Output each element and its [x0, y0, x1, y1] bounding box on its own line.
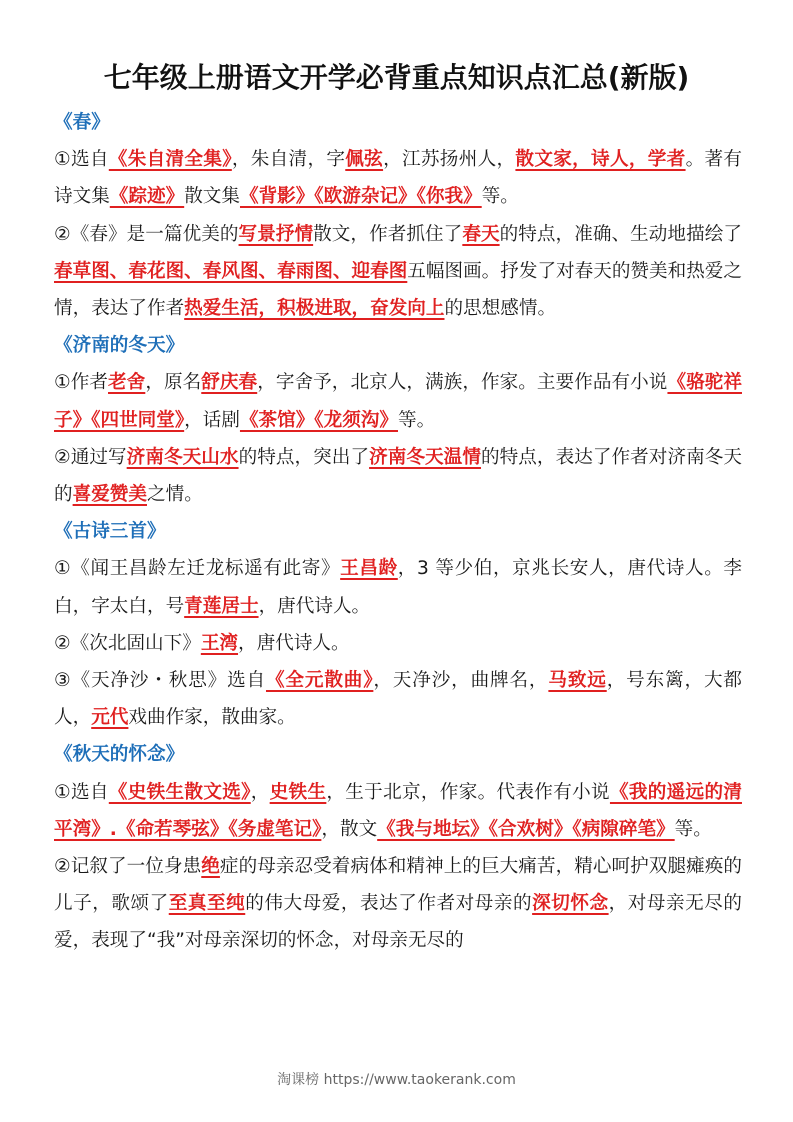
- key-point: 《我与地坛》《合欢树》《病隙碎笔》: [377, 818, 675, 840]
- paragraph: [54, 625, 742, 662]
- document-body: [54, 104, 742, 960]
- key-point: 《史铁生散文选》: [108, 781, 251, 803]
- key-point: 青莲居士: [184, 595, 259, 617]
- text-run: 等。: [481, 186, 519, 208]
- text-run: ，话剧: [184, 409, 240, 431]
- text-run: ，江苏扬州人，: [383, 149, 516, 171]
- text-run: 散文，作者抓住了: [313, 223, 463, 245]
- key-point: 至真至纯: [168, 893, 246, 915]
- page-footer: 淘课榜 https://www.taokerank.com: [277, 1072, 516, 1088]
- text-run: ，散文: [321, 818, 378, 840]
- key-point: 济南冬天温情: [369, 446, 481, 468]
- key-point: 史铁生: [269, 781, 327, 803]
- text-run: 的思想感情。: [444, 298, 557, 320]
- key-point: 绝: [201, 856, 220, 878]
- key-point: 《全元散曲》: [265, 670, 374, 692]
- text-run: ，对母亲无尽的爱，表现了“我”对母亲深切的怀念，对母亲无尽的: [54, 893, 742, 952]
- text-run: 症的母亲忍受着病体和精神上的巨大痛苦，精心呵护双腿瘫痪的儿子，歌颂了: [54, 856, 742, 915]
- text-run: 的特点，突出了: [238, 446, 370, 468]
- paragraph: [54, 141, 742, 215]
- key-point: 老舍: [108, 372, 146, 394]
- paragraph: [54, 662, 742, 736]
- paragraph: [54, 848, 742, 960]
- section-heading: 《春》: [54, 112, 110, 133]
- text-run: ，朱自清，字: [231, 149, 346, 171]
- key-point: 春草图、春花图、春风图、春雨图、迎春图: [54, 260, 408, 282]
- key-point: 济南冬天山水: [126, 446, 239, 468]
- key-point: 《骆驼祥子》《四世同堂》: [54, 372, 742, 431]
- text-run: ，天净沙，曲牌名，: [373, 670, 549, 692]
- text-run: ，唐代诗人。: [258, 595, 371, 617]
- section-heading: 《济南的冬天》: [54, 335, 185, 357]
- text-run: 之情。: [147, 484, 203, 506]
- key-point: 《背影》《欧游杂记》《你我》: [239, 186, 482, 208]
- key-point: 喜爱赞美: [72, 484, 147, 506]
- key-point: 舒庆春: [201, 372, 258, 394]
- text-run: ②通过写: [54, 446, 127, 468]
- key-point: 王湾: [200, 632, 239, 654]
- text-run: 的伟大母爱，表达了作者对母亲的: [245, 893, 533, 915]
- text-run: ，3 等少伯，京兆长安人，唐代诗人。李白，字太白，号: [54, 558, 742, 617]
- text-run: ③《天净沙・秋思》选自: [54, 670, 266, 692]
- text-run: 等。: [674, 818, 712, 840]
- text-run: ①选自: [54, 149, 109, 171]
- text-run: ②《次北固山下》: [54, 632, 201, 654]
- paragraph: [54, 216, 742, 328]
- text-run: ②《春》是一篇优美的: [54, 223, 239, 245]
- page-title: 七年级上册语文开学必背重点知识点汇总(新版): [103, 61, 690, 94]
- text-run: 等。: [398, 409, 436, 431]
- text-run: ，号东篱，大都人，: [54, 670, 742, 729]
- section-heading: 《秋天的怀念》: [54, 744, 185, 766]
- text-run: ，唐代诗人。: [238, 632, 350, 654]
- paragraph: [54, 774, 742, 848]
- key-point: 《茶馆》《龙须沟》: [239, 409, 398, 431]
- paragraph: [54, 364, 742, 438]
- paragraph: [54, 439, 742, 513]
- key-point: 佩弦: [345, 149, 384, 171]
- paragraph: [54, 550, 742, 624]
- text-run: 五幅图画。抒发了对春天的赞美和热爱之情，表达了作者: [54, 260, 742, 320]
- key-point: 王昌龄: [340, 558, 398, 580]
- text-run: ②记叙了一位身患: [54, 856, 202, 878]
- key-point: 《朱自清全集》: [108, 149, 232, 171]
- text-run: 戏曲作家，散曲家。: [128, 707, 296, 729]
- key-point: 深切怀念: [532, 893, 609, 915]
- text-run: ①选自: [54, 781, 109, 803]
- key-point: 写景抒情: [238, 223, 314, 245]
- text-run: ①作者: [54, 372, 109, 394]
- text-run: ，: [250, 781, 270, 803]
- key-point: 元代: [91, 707, 129, 729]
- text-run: 散文集: [184, 186, 240, 208]
- text-run: ，生于北京，作家。代表作有小说: [326, 781, 610, 803]
- section-heading: 《古诗三首》: [54, 521, 166, 543]
- text-run: ，原名: [145, 372, 202, 394]
- key-point: 热爱生活，积极进取，奋发向上: [184, 298, 445, 320]
- text-run: 的特点，准确、生动地描绘了: [499, 223, 742, 245]
- text-run: ，字舍予，北京人，满族，作家。主要作品有小说: [257, 372, 668, 394]
- key-point: 《踪迹》: [109, 186, 185, 208]
- key-point: 春天: [462, 223, 500, 245]
- text-run: 的特点，表达了作者对济南冬天的: [54, 446, 742, 506]
- text-run: 。著有诗文集: [54, 149, 742, 208]
- key-point: 《我的遥远的清平湾》.《命若琴弦》《务虚笔记》: [54, 781, 742, 840]
- key-point: 马致远: [548, 670, 607, 692]
- text-run: ①《闻王昌龄左迁龙标遥有此寄》: [54, 558, 341, 580]
- key-point: 散文家，诗人，学者: [515, 149, 686, 171]
